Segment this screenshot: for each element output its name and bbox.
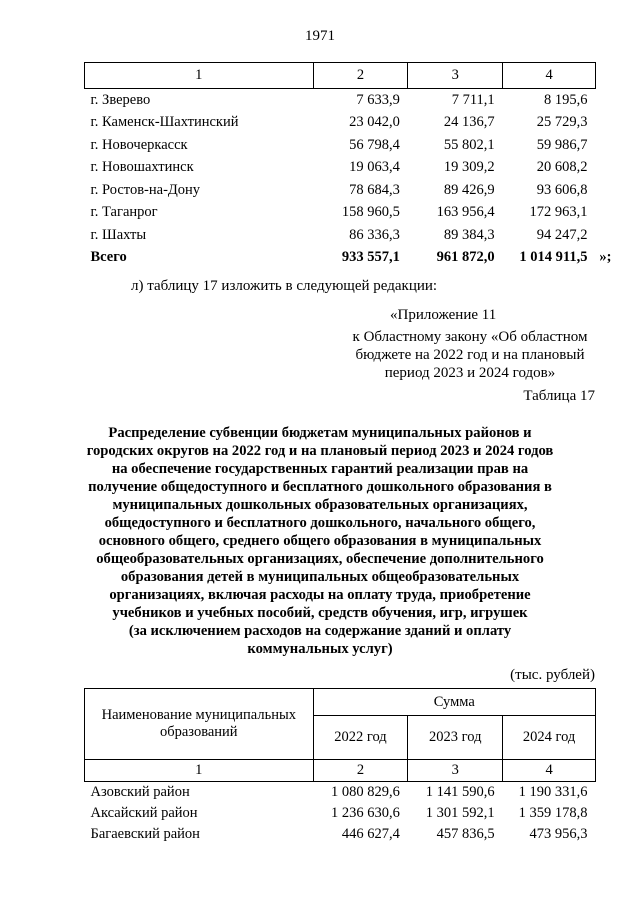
appendix-reference-line: бюджете на 2022 год и на плановый (355, 347, 585, 363)
appendix-heading: «Приложение 11 (390, 307, 497, 323)
col-number-4: 4 (503, 63, 596, 89)
value-2022: 1 080 829,6 (330, 784, 400, 800)
value-2024: 8 195,6 (544, 91, 588, 108)
page-number: 1971 (305, 28, 335, 44)
table-row (85, 134, 596, 157)
title-line: образования детей в муниципальных общеобразовательных (120, 569, 520, 585)
municipality-name: г. Новочеркасск (90, 136, 188, 153)
year-header-2023: 2023 год (408, 716, 503, 760)
value-2024: 59 986,7 (536, 136, 588, 153)
closing-quote: »; (599, 249, 612, 266)
value-2022: 446 627,4 (341, 826, 400, 842)
header-row-sum (85, 689, 596, 716)
value-2022: 56 798,4 (349, 136, 400, 153)
value-2022: 86 336,3 (349, 226, 400, 243)
appendix-reference-line: к Областному закону «Об областном (352, 329, 588, 345)
municipality-name: г. Зверево (90, 91, 151, 108)
table-row (85, 112, 596, 135)
value-2024: 20 608,2 (536, 159, 588, 176)
value-2023: 55 802,1 (443, 136, 495, 153)
table-row (85, 224, 596, 247)
table-row (85, 803, 596, 824)
title-line: организациях, включая расходы на оплату труда, приобретение (109, 587, 531, 603)
value-2024: 473 956,3 (529, 826, 588, 842)
municipality-name: г. Шахты (90, 226, 147, 243)
value-2022: 1 236 630,6 (330, 805, 400, 821)
title-line: (за исключением расходов на содержание зданий и оплату (128, 623, 512, 639)
value-2024: 1 359 178,8 (518, 805, 588, 821)
total-2023: 961 872,0 (436, 249, 495, 266)
column-numbers-row (85, 760, 596, 782)
title-line: основного общего, среднего общего образования в муниципальных (98, 533, 542, 549)
value-2023: 24 136,7 (443, 114, 495, 131)
value-2023: 7 711,1 (451, 91, 495, 108)
total-row (85, 247, 596, 270)
table-row (85, 179, 596, 202)
col-number-4: 4 (503, 760, 596, 782)
amendment-instruction: л) таблицу 17 изложить в следующей редакции: (131, 278, 438, 294)
table-row (85, 782, 596, 804)
title-line: коммунальных услуг) (247, 641, 393, 657)
title-line: общеобразовательных организациях, обеспечение дополнительного (96, 551, 544, 567)
appendix-reference-line: период 2023 и 2024 годов» (384, 365, 556, 381)
value-2022: 158 960,5 (341, 204, 400, 221)
appendix-reference (325, 328, 615, 382)
year-header-2022: 2022 год (313, 716, 408, 760)
name-header: Наименование муниципальных образований (85, 689, 314, 760)
value-2023: 89 384,3 (443, 226, 495, 243)
municipality-name: Багаевский район (90, 826, 200, 842)
title-line: получение общедоступного и бесплатного дошкольного образования в (88, 479, 552, 495)
municipality-name: г. Ростов-на-Дону (90, 181, 201, 198)
value-2023: 163 956,4 (436, 204, 495, 221)
table-row (85, 202, 596, 225)
value-2022: 7 633,9 (356, 91, 400, 108)
title-line: на обеспечение государственных гарантий реализации прав на (111, 461, 529, 477)
title-line: муниципальных дошкольных образовательных организациях, (112, 497, 528, 513)
value-2022: 23 042,0 (349, 114, 400, 131)
title-line: Распределение субвенции бюджетам муниципальных районов и (108, 425, 532, 441)
value-2022: 78 684,3 (349, 181, 400, 198)
value-2023: 1 141 590,6 (425, 784, 495, 800)
total-2022: 933 557,1 (341, 249, 400, 266)
col-number-1: 1 (85, 63, 314, 89)
value-2023: 19 309,2 (443, 159, 495, 176)
title-line: учебников и учебных пособий, средств обучения, игр, игрушек (112, 605, 528, 621)
total-label: Всего (90, 249, 127, 266)
municipality-name: г. Таганрог (90, 204, 158, 221)
value-2024: 172 963,1 (529, 204, 588, 221)
value-2024: 1 190 331,6 (518, 784, 588, 800)
col-number-2: 2 (313, 760, 408, 782)
value-2024: 93 606,8 (536, 181, 588, 198)
table-row (85, 157, 596, 180)
value-2023: 1 301 592,1 (425, 805, 495, 821)
col-number-1: 1 (85, 760, 314, 782)
title-line: городских округов на 2022 год и на плановый период 2023 и 2024 годов (86, 443, 554, 459)
municipality-name: г. Каменск-Шахтинский (90, 114, 239, 131)
value-2023: 457 836,5 (436, 826, 495, 842)
table-label: Таблица 17 (523, 388, 595, 404)
table-row (85, 89, 596, 112)
municipality-name: г. Новошахтинск (90, 159, 194, 176)
distribution-table (84, 688, 596, 845)
total-2024-value: 1 014 911,5 (519, 249, 588, 266)
col-number-3: 3 (408, 760, 503, 782)
municipality-name: Азовский район (90, 784, 190, 800)
units-label: (тыс. рублей) (510, 667, 595, 683)
value-2023: 89 426,9 (443, 181, 495, 198)
value-2024: 25 729,3 (536, 114, 588, 131)
top-table (84, 62, 612, 269)
top-table-header-row (85, 63, 596, 89)
sum-header: Сумма (313, 689, 595, 716)
col-number-3: 3 (408, 63, 503, 89)
title-line: общедоступного и бесплатного дошкольного, начального общего, (104, 515, 536, 531)
municipality-name: Аксайский район (90, 805, 198, 821)
total-2024 (503, 247, 612, 270)
value-2024: 94 247,2 (536, 226, 588, 243)
value-2022: 19 063,4 (349, 159, 400, 176)
year-header-2024: 2024 год (503, 716, 596, 760)
col-number-2: 2 (313, 63, 408, 89)
table-row (85, 824, 596, 845)
table-title (72, 424, 568, 658)
